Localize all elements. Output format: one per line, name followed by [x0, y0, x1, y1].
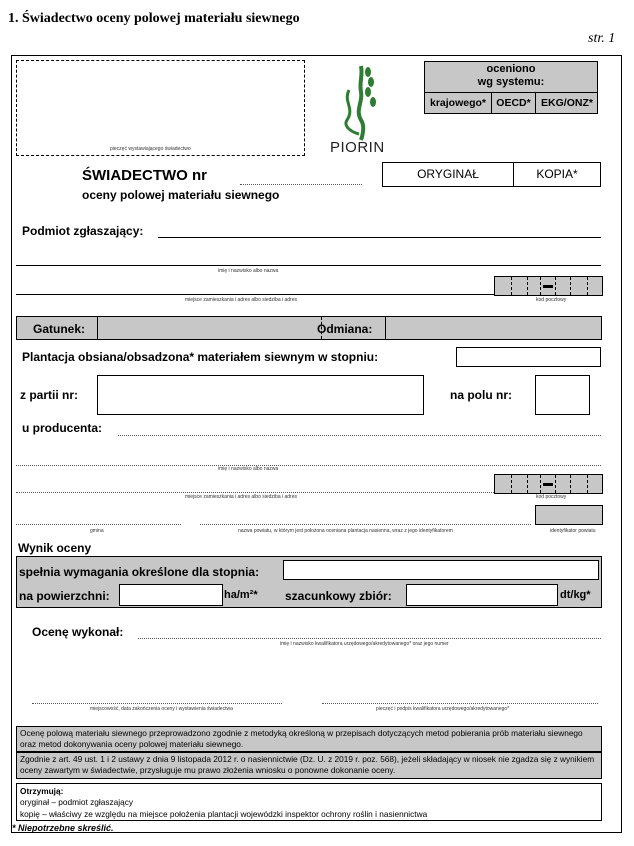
- recipients-box: [16, 783, 602, 821]
- variety-field[interactable]: [385, 317, 601, 339]
- producer-name-caption: imię i nazwisko albo nazwa: [218, 466, 279, 472]
- batch-label: z partii nr:: [20, 388, 79, 402]
- assessor-name-line[interactable]: [138, 638, 601, 639]
- applicant-postal-code[interactable]: [494, 276, 603, 296]
- system-option-oecd[interactable]: OECD*: [492, 92, 536, 114]
- applicant-label: Podmiot zgłaszający:: [22, 224, 144, 238]
- method-note: [16, 726, 602, 752]
- system-option-ekg[interactable]: EKG/ONZ*: [536, 92, 598, 114]
- recipients-copy: kopię – właściwy ze względu na miejsce położenia plantacji wojewódzki inspektor ochrony roślin i nasiennictwa: [20, 809, 428, 819]
- result-band: [16, 556, 602, 608]
- system-title-1: oceniono: [486, 63, 536, 75]
- producer-address-caption: miejsce zamieszkania i adres albo siedziba i adres: [185, 494, 297, 500]
- applicant-postal-caption: kod pocztowy: [536, 297, 567, 303]
- plantation-grade-field[interactable]: [456, 347, 601, 367]
- batch-number-field[interactable]: [97, 375, 424, 415]
- result-heading: Wynik oceny: [18, 541, 92, 555]
- producer-address-line[interactable]: [16, 492, 494, 493]
- area-field[interactable]: [119, 584, 223, 606]
- district-line[interactable]: [200, 524, 531, 525]
- yield-label: szacunkowy zbiór:: [285, 589, 392, 603]
- species-field[interactable]: [97, 317, 322, 339]
- footnote: * Niepotrzebne skreślić.: [12, 823, 114, 833]
- place-date-caption: miejscowość, data zakończenia oceny i wystawienia świadectwa: [90, 706, 233, 712]
- certificate-number-field[interactable]: [240, 184, 362, 185]
- certificate-subtitle: oceny polowej materiału siewnego: [82, 188, 280, 202]
- district-caption: nazwa powiatu, w którym jest położona oceniana plantacja nasienna, wraz z jego identyfikatorem: [238, 528, 453, 534]
- meets-grade-field[interactable]: [283, 560, 599, 580]
- species-label: Gatunek:: [33, 322, 86, 336]
- species-variety-band: [16, 316, 602, 340]
- producer-postal-caption: kod pocztowy: [536, 494, 567, 500]
- commune-line[interactable]: [16, 524, 181, 525]
- recipients-heading: Otrzymują:: [20, 786, 64, 796]
- assessor-caption: imię i nazwisko kwalifikatora urzędowego/akredytowanego* oraz jego numer: [280, 641, 449, 647]
- district-id-field[interactable]: [535, 505, 603, 525]
- certificate-title: ŚWIADECTWO nr: [82, 167, 207, 184]
- system-title-2: wg systemu:: [477, 76, 545, 88]
- field-label: na polu nr:: [450, 388, 512, 402]
- producer-postal-code[interactable]: [494, 474, 603, 494]
- yield-unit: dt/kg*: [560, 589, 591, 601]
- copy-option[interactable]: KOPIA*: [536, 167, 578, 181]
- producer-label: u producenta:: [22, 421, 102, 435]
- system-box: [424, 61, 598, 114]
- field-number-field[interactable]: [535, 375, 590, 415]
- area-unit: ha/m²*: [224, 589, 258, 601]
- piorin-logo: [330, 62, 389, 158]
- logo-text: PIORIN: [330, 139, 385, 156]
- method-note-text: Ocenę polową materiału siewnego przeprowadzono zgodnie z metodyką określoną w przepisach dotyczących metod pobierania prób materiału siewnego oraz metod dokonywania oceny polowej materiału siewnego.: [20, 728, 583, 749]
- appeal-note: [16, 752, 602, 779]
- document-title: 1. Świadectwo oceny polowej materiału siewnego: [8, 11, 300, 26]
- yield-field[interactable]: [406, 584, 558, 606]
- applicant-name-caption: imię i nazwisko albo nazwa: [218, 268, 279, 274]
- applicant-name-line2[interactable]: [16, 265, 601, 266]
- plant-emblem-icon: [333, 62, 389, 142]
- seal-caption: pieczęć wystawiającego świadectwo: [110, 146, 191, 152]
- meets-label: spełnia wymagania określone dla stopnia:: [19, 565, 260, 579]
- system-option-national[interactable]: krajowego*: [425, 92, 492, 114]
- seal-box: [16, 60, 305, 156]
- plantation-label: Plantacja obsiana/obsadzona* materiałem siewnym w stopniu:: [22, 350, 379, 364]
- applicant-address-caption: miejsce zamieszkania i adres albo siedziba i adres: [185, 297, 297, 303]
- signature-line[interactable]: [322, 703, 598, 704]
- producer-name-line1[interactable]: [118, 435, 601, 436]
- commune-caption: gmina: [90, 528, 104, 534]
- recipients-original: oryginał – podmiot zgłaszający: [20, 797, 133, 807]
- applicant-address-line[interactable]: [16, 294, 494, 295]
- signature-caption: pieczęć i podpis kwalifikatora urzędowego/akredytowanego*: [376, 706, 510, 712]
- original-copy-box: [382, 162, 601, 187]
- applicant-name-line1[interactable]: [158, 237, 601, 238]
- place-date-line[interactable]: [32, 703, 282, 704]
- variety-label: Odmiana:: [317, 322, 373, 336]
- original-option[interactable]: ORYGINAŁ: [383, 163, 514, 186]
- appeal-note-text: Zgodnie z art. 49 ust. 1 i 2 ustawy z dnia 9 listopada 2012 r. o nasiennictwie (Dz. U. z 2019 r. poz. 568), jeżeli składający w niosek nie zgadza się z wynikiem oceny zawartym w świadectwie, przysługuje mu prawo złożenia wniosku o ponowne dokonanie oceny.: [20, 754, 595, 775]
- page-number: str. 1: [588, 31, 616, 46]
- area-label: na powierzchni:: [19, 589, 110, 603]
- district-id-caption: identyfikator powiatu: [550, 528, 596, 534]
- assessor-label: Ocenę wykonał:: [32, 625, 124, 639]
- producer-name-line2[interactable]: [16, 465, 601, 466]
